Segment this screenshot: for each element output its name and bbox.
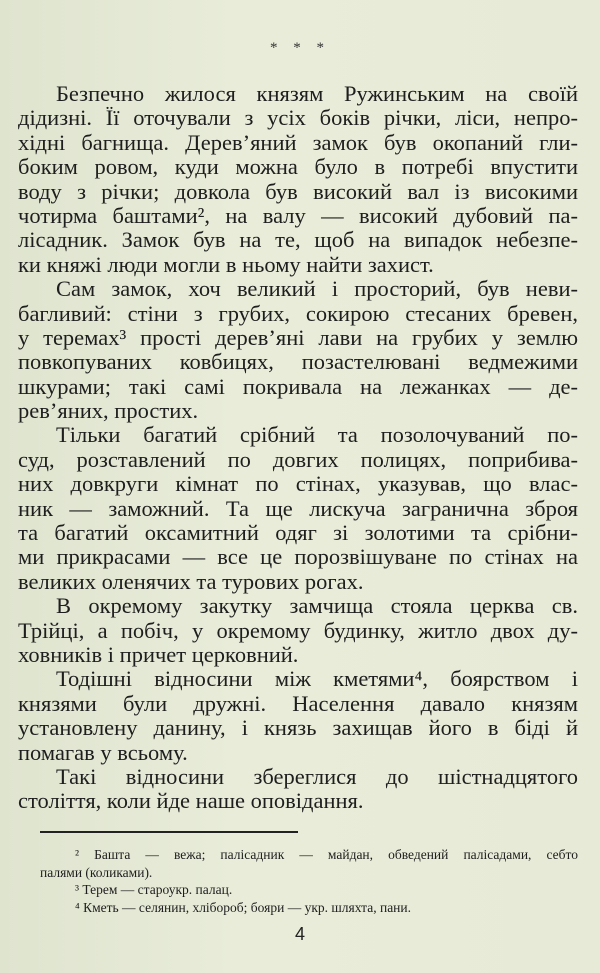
footnotes: [40, 846, 578, 916]
text-line: у теремах³ прості дерев’яні лави на грубих у землю: [18, 324, 578, 350]
text-line: ник — заможний. Та ще лискуча загранична зброя: [18, 495, 578, 521]
text-line: ховників і причет церковний.: [18, 641, 299, 667]
text-line: століття, коли йде наше оповідання.: [18, 788, 364, 814]
text-line: палями (коликами).: [40, 864, 153, 880]
paragraph: [18, 765, 578, 814]
text-line: рев’яних, простих.: [18, 398, 199, 424]
text-line: ми прикрасами — все це порозвішуване по стінах на: [18, 544, 578, 570]
text-line: дідизні. Її оточували з усіх боків річки, ліси, непро-: [18, 105, 578, 131]
text-line: Безпечно жилося князям Ружинським на своїй: [56, 81, 578, 106]
text-line: великих оленячих та турових рогах.: [18, 568, 364, 594]
text-line: князями були дружні. Населення давало князям: [18, 690, 578, 716]
text-line: чотирма баштами², на валу — високий дубовий па-: [18, 202, 578, 228]
section-separator: * * *: [270, 40, 330, 56]
text-line: боким ровом, куди можна було в потребі впустити: [18, 154, 578, 180]
text-line: лісадник. Замок був на те, щоб на випадок небезпе-: [18, 227, 578, 253]
text-line: повкопуваних ковбицях, позастелювані ведмежими: [18, 349, 578, 375]
text-line: багливий: стіни з грубих, сокирою стесаних бревен,: [18, 300, 578, 326]
paragraph: [18, 423, 578, 594]
text-line: ⁴ Кметь — селянин, хлібороб; бояри — укр. шляхта, пани.: [75, 899, 412, 915]
paragraph: [18, 277, 578, 423]
footnote: [40, 881, 578, 899]
text-line: суд, розставлений по довгих полицях, поприбива-: [18, 446, 578, 472]
text-line: помагав у всьому.: [18, 739, 188, 765]
text-line: Тодішні відносини між кметями⁴, боярством і: [56, 666, 578, 692]
paragraph: [18, 594, 578, 667]
text-line: Такі відносини збереглися до шістнадцятого: [56, 763, 578, 789]
text-line: воду з річки; довкола був високий вал із високими: [18, 178, 578, 204]
footnote-divider: [40, 831, 298, 833]
text-line: Сам замок, хоч великий і просторий, був неви-: [56, 276, 578, 302]
text-line: шкурами; такі самі покривала на лежанках — де-: [18, 373, 578, 399]
paragraph: [18, 82, 578, 277]
main-text: [18, 82, 578, 814]
text-line: ² Башта — вежа; палісадник — майдан, обведений палісадами, себто: [75, 847, 578, 862]
paragraph: [18, 667, 578, 765]
text-line: них довкруги кімнат по стінах, указував, що влас-: [18, 471, 578, 497]
text-line: ³ Терем — староукр. палац.: [75, 882, 233, 897]
text-line: ки княжі люди могли в ньому найти захист.: [18, 251, 434, 277]
text-line: та багатий оксамитний одяг зі золотими та срібни-: [18, 520, 578, 546]
text-line: Трійці, а побіч, у окремому будинку, житло двох ду-: [18, 617, 578, 643]
footnote: [40, 899, 578, 917]
page-number: 4: [294, 924, 305, 944]
text-line: В окремому закутку замчища стояла церква св.: [56, 593, 578, 619]
footnote: [40, 846, 578, 881]
text-line: Тільки багатий срібний та позолочуваний по-: [56, 422, 578, 448]
text-line: хідні багнища. Дерев’яний замок був окопаний гли-: [18, 129, 578, 155]
text-line: установлену данину, і князь захищав його в біді й: [18, 715, 578, 741]
